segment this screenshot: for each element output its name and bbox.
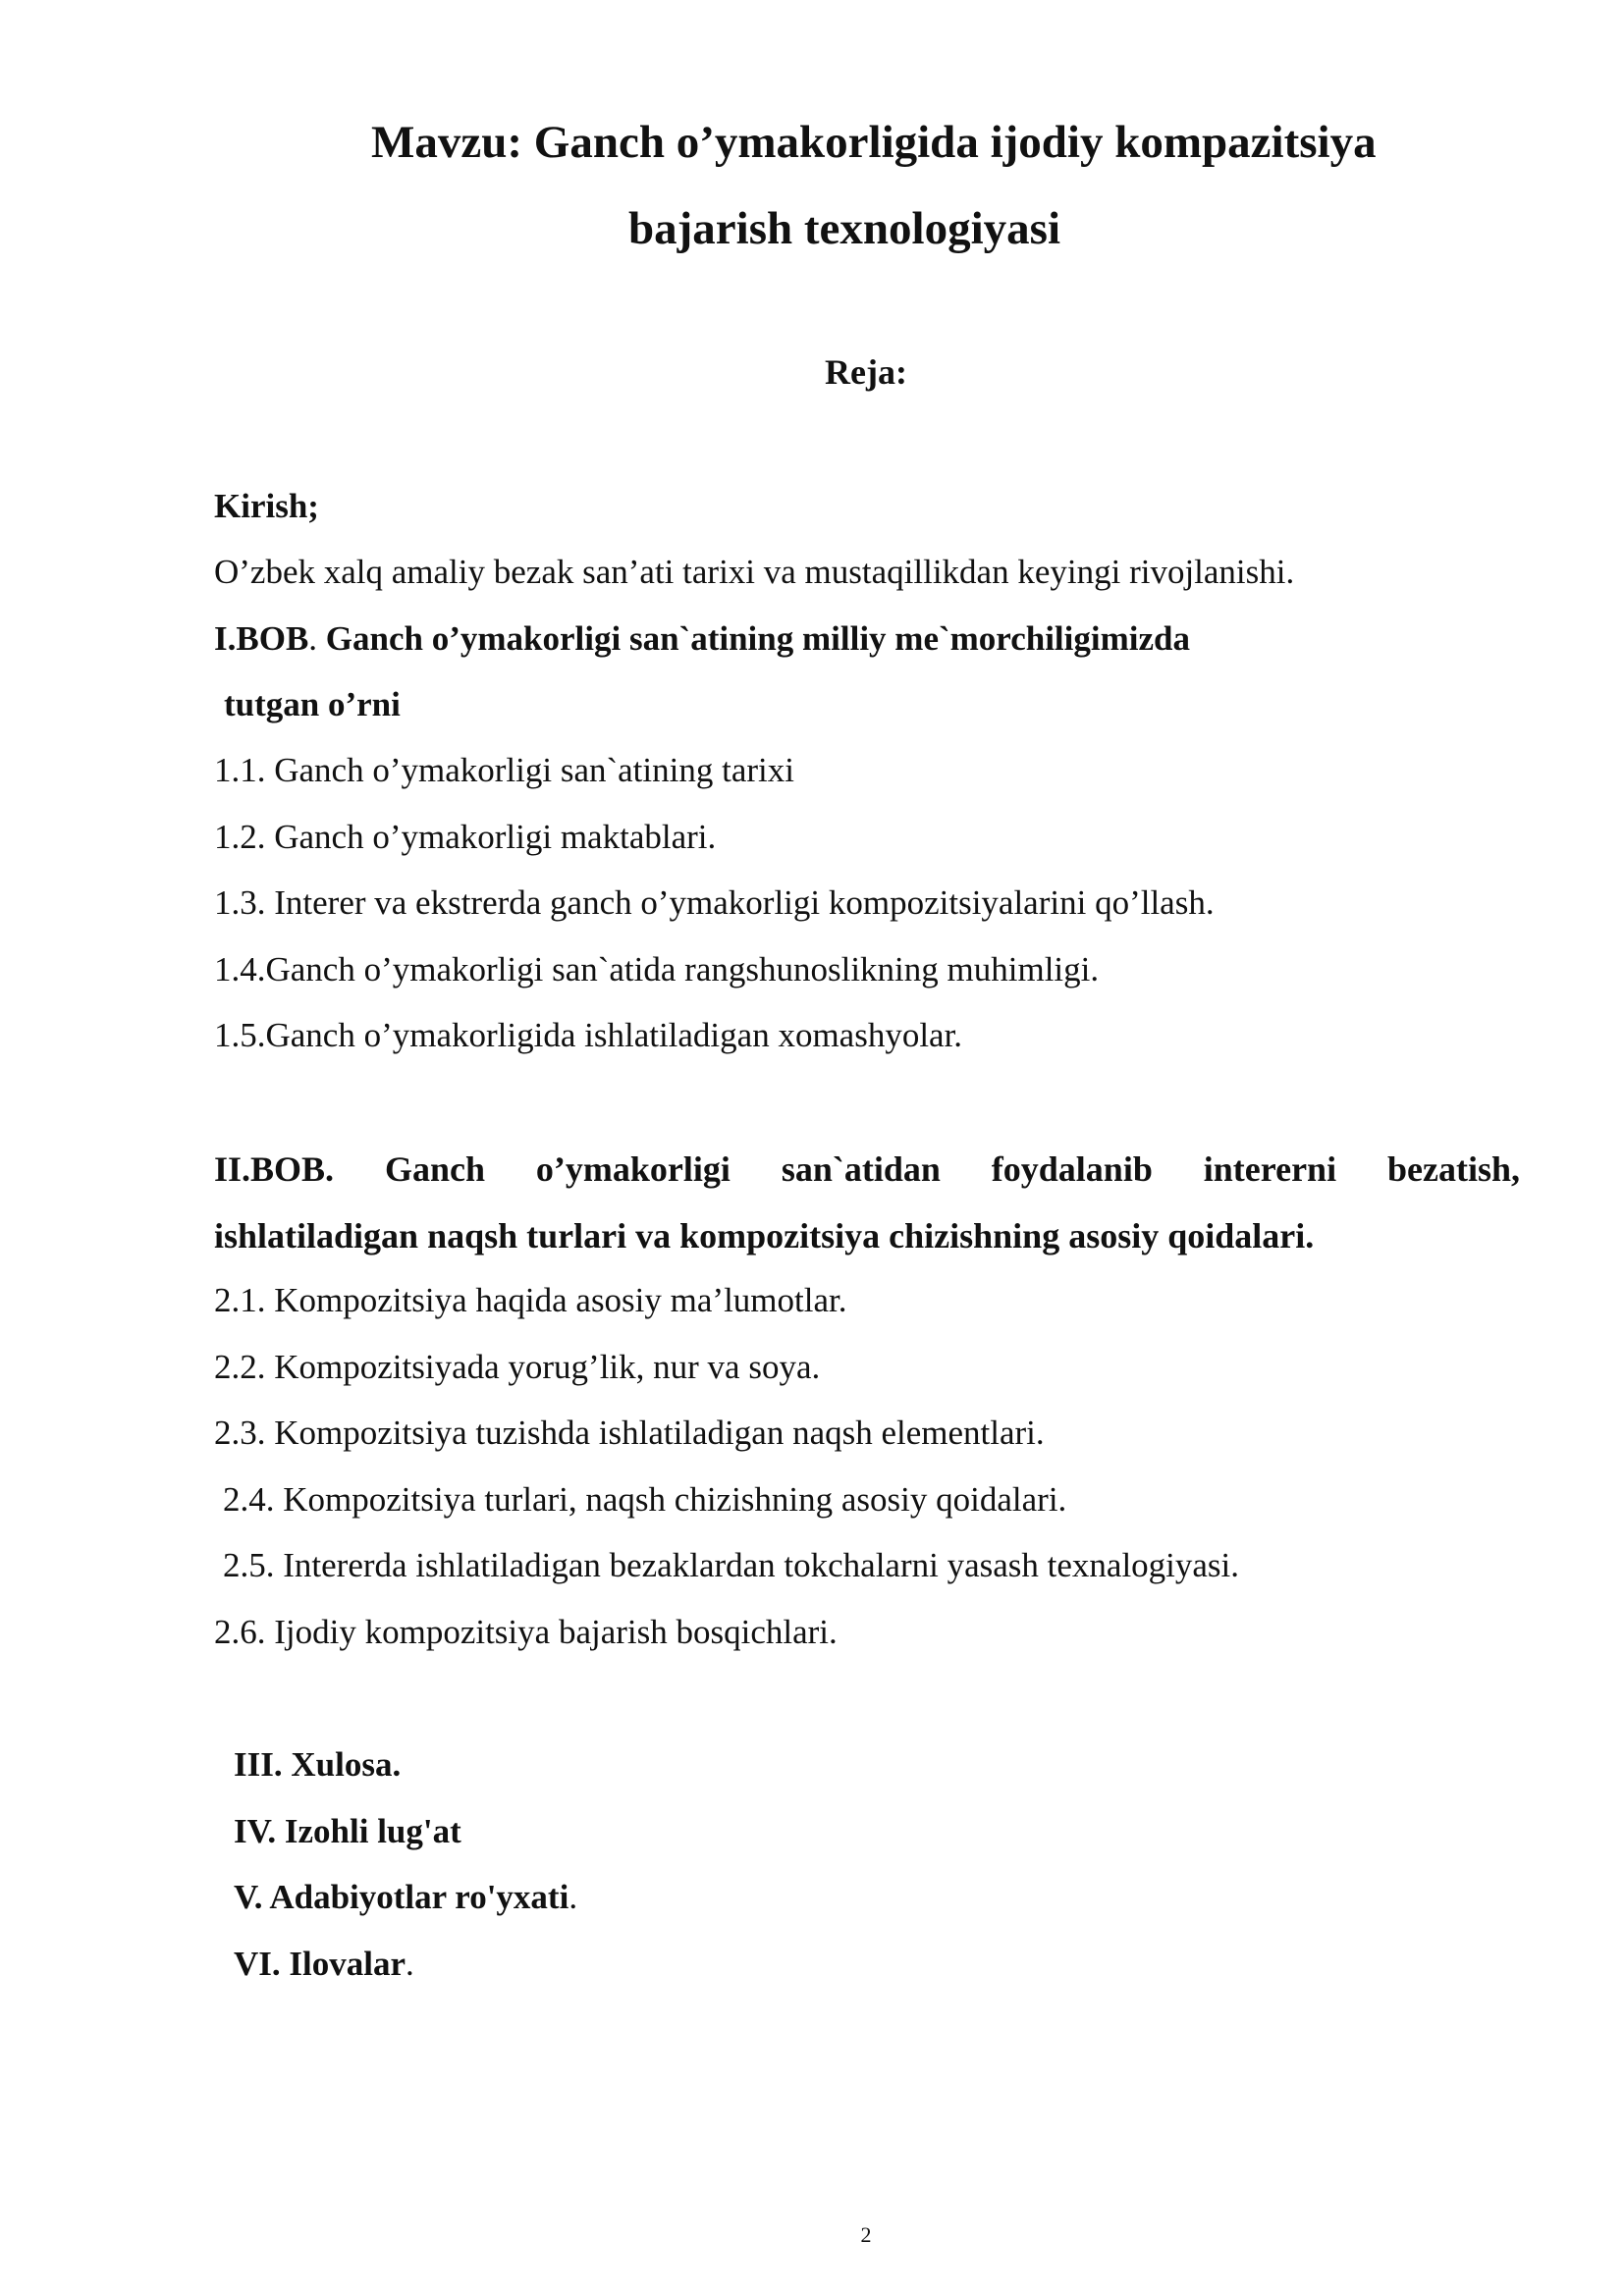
chapter1-item-3: 1.3. Interer va ekstrerda ganch o’ymakorligi kompozitsiyalarini qo’llash. [214, 883, 1215, 922]
chapter1-title-line-2: tutgan o’rni [224, 685, 401, 723]
references-label: V. Adabiyotlar ro'yxati [234, 1878, 569, 1916]
glossary-section: IV. Izohli lug'at [234, 1812, 461, 1850]
chapter1-item-1: 1.1. Ganch o’ymakorligi san`atining tarixi [214, 751, 794, 789]
plan-heading: Reja: [825, 352, 907, 392]
appendices-section [234, 1945, 414, 1984]
chapter1-item-5: 1.5.Ganch o’ymakorligida ishlatiladigan xomashyolar. [214, 1016, 963, 1054]
chapter1-title-line-1 [214, 619, 1190, 659]
appendices-label: VI. Ilovalar [234, 1945, 406, 1983]
intro-heading: Kirish; [214, 487, 319, 525]
chapter2-item-4: 2.4. Kompozitsiya turlari, naqsh chizishning asosiy qoidalari. [223, 1480, 1067, 1519]
chapter2-item-6: 2.6. Ijodiy kompozitsiya bajarish bosqichlari. [214, 1613, 838, 1651]
chapter2-item-3: 2.3. Kompozitsiya tuzishda ishlatiladigan naqsh elementlari. [214, 1414, 1045, 1452]
intro-item: O’zbek xalq amaliy bezak san’ati tarixi va mustaqillikdan keyingi rivojlanishi. [214, 553, 1295, 591]
chapter1-separator: . [308, 619, 318, 658]
conclusion-section: III. Xulosa. [234, 1745, 402, 1784]
chapter1-number: I.BOB [214, 619, 309, 658]
document-title-line-2: bajarish texnologiyasi [628, 203, 1061, 254]
chapter2-title-line-1: II.BOB. Ganch o’ymakorligi san`atidan foydalanib intererni bezatish, [214, 1149, 1520, 1189]
chapter1-item-4: 1.4.Ganch o’ymakorligi san`atida rangshunoslikning muhimligi. [214, 950, 1100, 988]
references-section [234, 1878, 577, 1917]
chapter2-item-5: 2.5. Intererda ishlatiladigan bezaklardan tokchalarni yasash texnalogiyasi. [223, 1546, 1240, 1584]
chapter1-title-text: Ganch o’ymakorligi san`atining milliy me`morchiligimizda [317, 619, 1190, 658]
chapter1-item-2: 1.2. Ganch o’ymakorligi maktablari. [214, 818, 717, 856]
chapter2-item-2: 2.2. Kompozitsiyada yorug’lik, nur va soya. [214, 1348, 821, 1386]
chapter2-item-1: 2.1. Kompozitsiya haqida asosiy ma’lumotlar. [214, 1281, 847, 1319]
chapter2-title-line-2: ishlatiladigan naqsh turlari va kompozitsiya chizishning asosiy qoidalari. [214, 1216, 1315, 1255]
appendices-end-punctuation: . [406, 1945, 414, 1983]
document-title-line-1: Mavzu: Ganch o’ymakorligida ijodiy kompazitsiya [371, 117, 1377, 168]
page-number: 2 [860, 2222, 872, 2247]
references-end-punctuation: . [568, 1878, 578, 1916]
